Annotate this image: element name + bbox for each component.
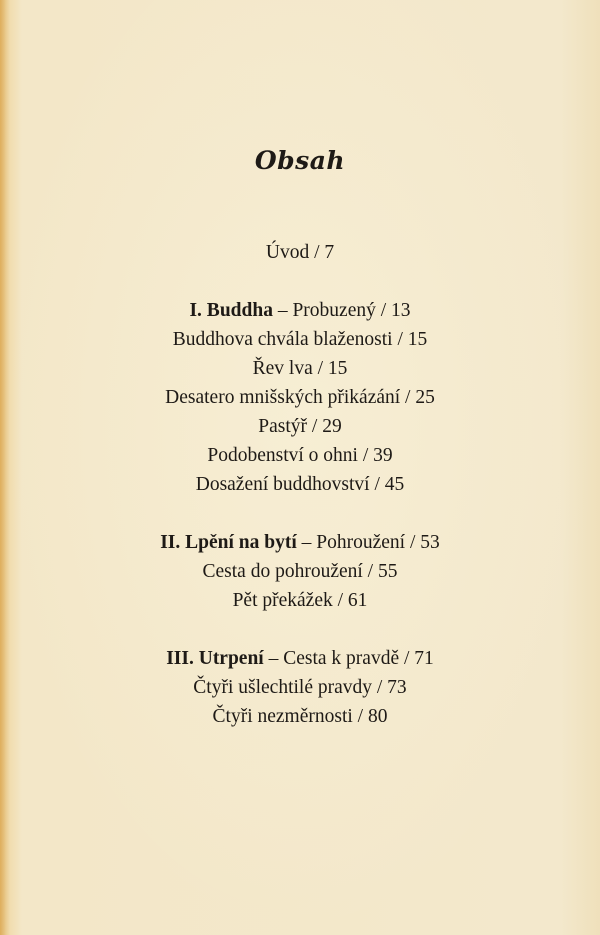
section-1-heading-rest: – Probuzený / 13	[272, 300, 411, 321]
section-1-heading	[0, 296, 600, 325]
table-of-contents	[0, 238, 600, 731]
section-3-heading	[0, 644, 600, 673]
section-2-heading-bold: II. Lpění na bytí	[160, 532, 297, 553]
toc-entry: Pastýř / 29	[258, 416, 342, 437]
toc-entry: Desatero mnišských přikázání / 25	[165, 387, 435, 408]
section-1-heading-bold: I. Buddha	[189, 300, 273, 321]
toc-entry: Čtyři ušlechtilé pravdy / 73	[193, 677, 407, 698]
toc-entry: Cesta do pohroužení / 55	[202, 561, 398, 582]
toc-entry: Podobenství o ohni / 39	[207, 445, 393, 466]
toc-entry: Řev lva / 15	[252, 358, 348, 379]
section-2-heading-rest: – Pohroužení / 53	[296, 532, 440, 553]
section-gap	[0, 267, 600, 296]
section-3-heading-rest: – Cesta k pravdě / 71	[263, 648, 434, 669]
section-gap	[0, 499, 600, 528]
toc-intro-entry: Úvod / 7	[265, 242, 335, 263]
toc-entry: Pět překážek / 61	[232, 590, 368, 611]
toc-entry: Buddhova chvála blaženosti / 15	[172, 329, 428, 350]
section-2-heading	[0, 528, 600, 557]
toc-entry: Čtyři nezměrnosti / 80	[212, 706, 388, 727]
page-title: Obsah	[254, 146, 346, 175]
toc-entry: Dosažení buddhovství / 45	[195, 474, 405, 495]
section-3-heading-bold: III. Utrpení	[166, 648, 264, 669]
section-gap	[0, 615, 600, 644]
